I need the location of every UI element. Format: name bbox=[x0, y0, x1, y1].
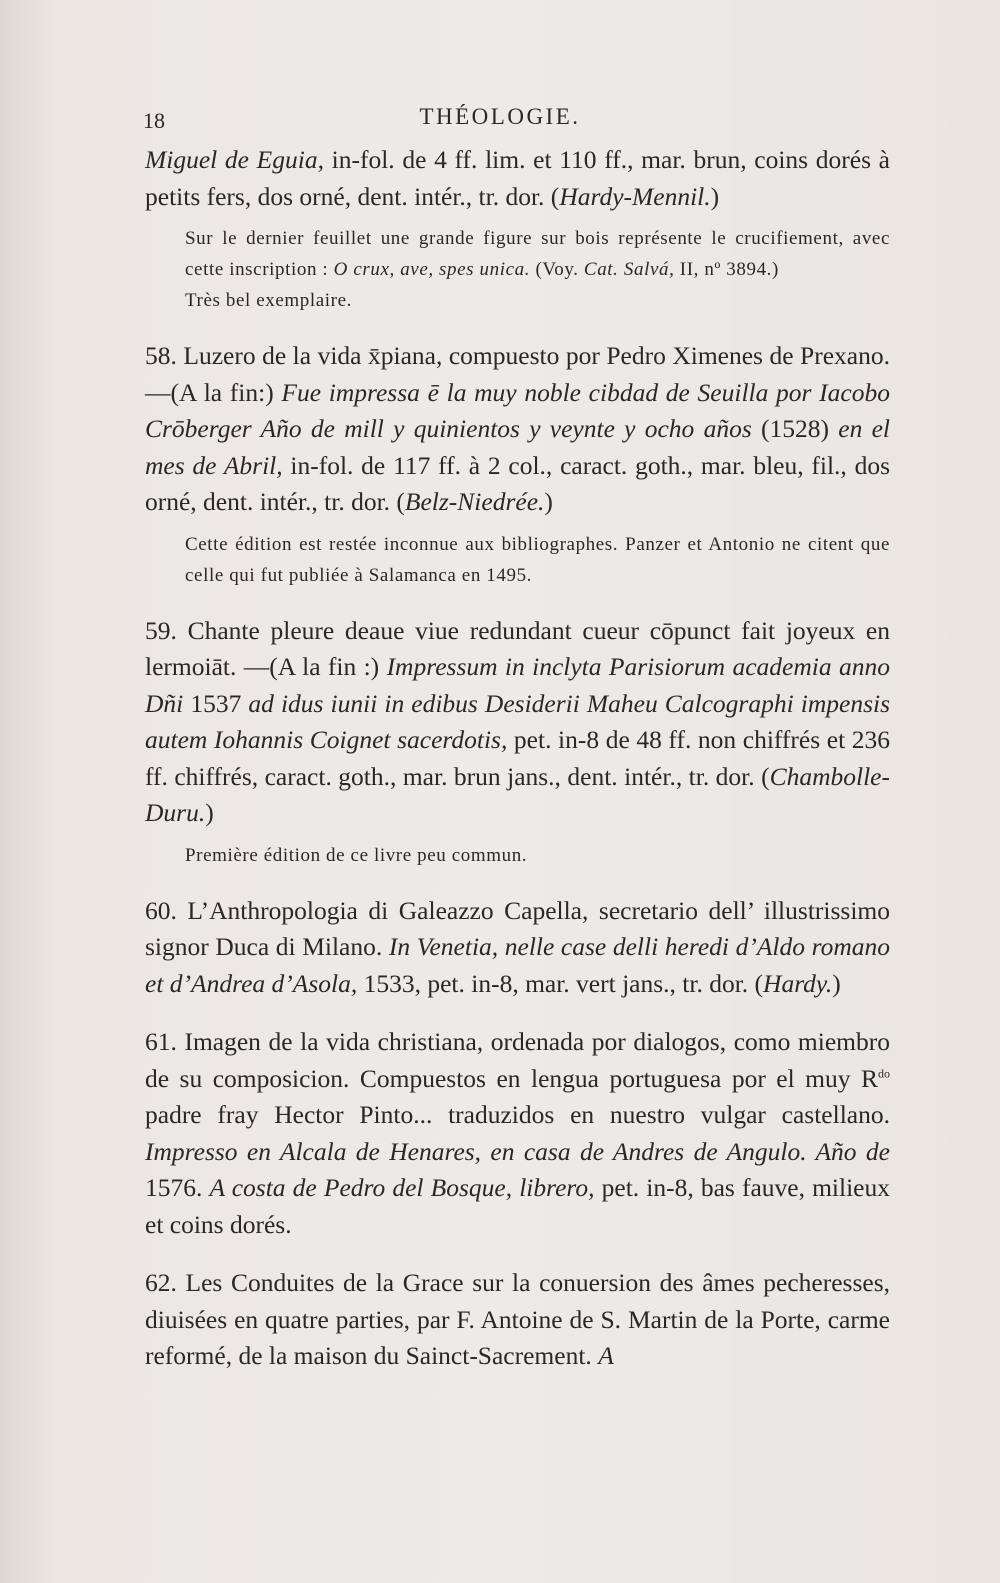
entry-text: in-fol. de 4 ff. lim. et 110 ff., mar. brun, coins dorés à petits fers, dos orné, dent. intér., tr. dor. ( bbox=[145, 145, 890, 211]
entry-text: 1576. bbox=[145, 1173, 210, 1202]
entry-continuation bbox=[145, 142, 890, 215]
imprint-text: A bbox=[598, 1341, 614, 1370]
entry-number: 60. bbox=[145, 895, 177, 925]
binder-name: Hardy-Mennil. bbox=[559, 181, 711, 211]
running-title: THÉOLOGIE. bbox=[419, 104, 581, 129]
entry-text: pet. in-8, bas fauve, milieux et coins dorés. bbox=[145, 1173, 890, 1239]
entry-text: 1533, pet. in-8, mar. vert jans., tr. dor. ( bbox=[357, 968, 764, 998]
entry-text: Les Conduites de la Grace sur la conuersion des âmes pecheresses, diuisées en quatre parties, par F. Antoine de S. Martin de la Porte, carme reformé, de la maison du Sainct-Sacrement. bbox=[145, 1268, 890, 1370]
imprint-text: Miguel de Eguia, bbox=[145, 145, 324, 174]
entry-text: padre fray Hector Pinto... traduzidos en nuestro vulgar castellano. bbox=[145, 1100, 890, 1129]
entry-text: Luzero de la vida x̄piana, compuesto por Pedro Ximenes de Prexano.—(A la fin:) bbox=[145, 341, 890, 407]
entry-number: 62. bbox=[145, 1268, 177, 1297]
note-italic: Cat. Salvá, bbox=[583, 259, 675, 280]
imprint-text: Impresso en Alcala de Henares, en casa de Andres de Angulo. Año de bbox=[145, 1136, 890, 1166]
page-number: 18 bbox=[143, 108, 165, 133]
imprint-text: ad idus iunii in edibus Desiderii Maheu Calcographi impensis autem Iohannis Coignet sacerdotis, bbox=[145, 688, 890, 754]
entry-number: 59. bbox=[145, 615, 177, 645]
entry-58 bbox=[145, 338, 890, 521]
imprint-text: A costa de Pedro del Bosque, librero, bbox=[209, 1173, 595, 1202]
entry-62 bbox=[145, 1265, 890, 1375]
entry-text: (1528) bbox=[751, 414, 839, 443]
entry-59 bbox=[145, 613, 890, 832]
binder-name: Belz-Niedrée. bbox=[404, 487, 545, 516]
entry-number: 61. bbox=[145, 1027, 177, 1056]
imprint-text: Impressum in inclyta Parisiorum academia anno Dñi bbox=[145, 652, 890, 718]
imprint-text: en el mes de Abril, bbox=[145, 414, 890, 480]
entry-text: Imagen de la vida christiana, ordenada por dialogos, como miembro de su composicion. Compuestos en lengua portuguesa por el muy R bbox=[145, 1027, 890, 1093]
note-text: Sur le dernier feuillet une grande figure sur bois représente le crucifiement, avec cette inscription : bbox=[185, 228, 890, 280]
entry-text: in-fol. de 117 ff. à 2 col., caract. goth., mar. bleu, fil., dos orné, dent. intér., tr. dor. ( bbox=[145, 450, 890, 516]
note-text: (Voy. bbox=[530, 259, 584, 280]
note-text: II, nº 3894.) bbox=[674, 259, 779, 280]
page-content bbox=[145, 142, 890, 1375]
entry-text: 1537 bbox=[183, 688, 249, 718]
imprint-text: Fue impressa ē la muy noble cibdad de Seuilla por Iacobo Crōberger Año de mill y quinientos y veynte y ocho años bbox=[145, 377, 890, 443]
entry-text: L’Anthropologia di Galeazzo Capella, secretario dell’ illustrissimo signor Duca di Milano. bbox=[145, 895, 890, 961]
binder-name: Chambolle-Duru. bbox=[145, 761, 890, 827]
entry-text: ) bbox=[544, 487, 553, 516]
binder-name: Hardy. bbox=[763, 968, 833, 998]
entry-text: Chante pleure deaue viue redundant cueur cōpunct fait joyeux en lermoiāt. —(A la fin :) bbox=[145, 615, 890, 681]
entry-note: Très bel exemplaire. bbox=[185, 290, 352, 311]
entry-text: ) bbox=[832, 968, 841, 998]
note-italic: O crux, ave, spes unica. bbox=[333, 259, 531, 280]
entry-number: 58. bbox=[145, 341, 177, 370]
superscript-abbrev: do bbox=[878, 1066, 890, 1080]
entry-61 bbox=[145, 1024, 890, 1243]
entry-text: ) bbox=[710, 181, 720, 211]
entry-note bbox=[145, 223, 890, 285]
entry-note: Cette édition est restée inconnue aux bibliographes. Panzer et Antonio ne citent que celle qui fut publiée à Salamanca en 1495. bbox=[185, 533, 890, 586]
entry-text: ) bbox=[205, 798, 214, 827]
page-header bbox=[0, 104, 1000, 138]
entry-note: Première édition de ce livre peu commun. bbox=[185, 844, 528, 866]
entry-60 bbox=[145, 893, 890, 1003]
entry-text: pet. in-8 de 48 ff. non chiffrés et 236 ff. chiffrés, caract. goth., mar. brun jans., dent. intér., tr. dor. ( bbox=[145, 725, 890, 791]
imprint-text: In Venetia, nelle case delli heredi d’Aldo romano et d’Andrea d’Asola, bbox=[145, 932, 890, 998]
